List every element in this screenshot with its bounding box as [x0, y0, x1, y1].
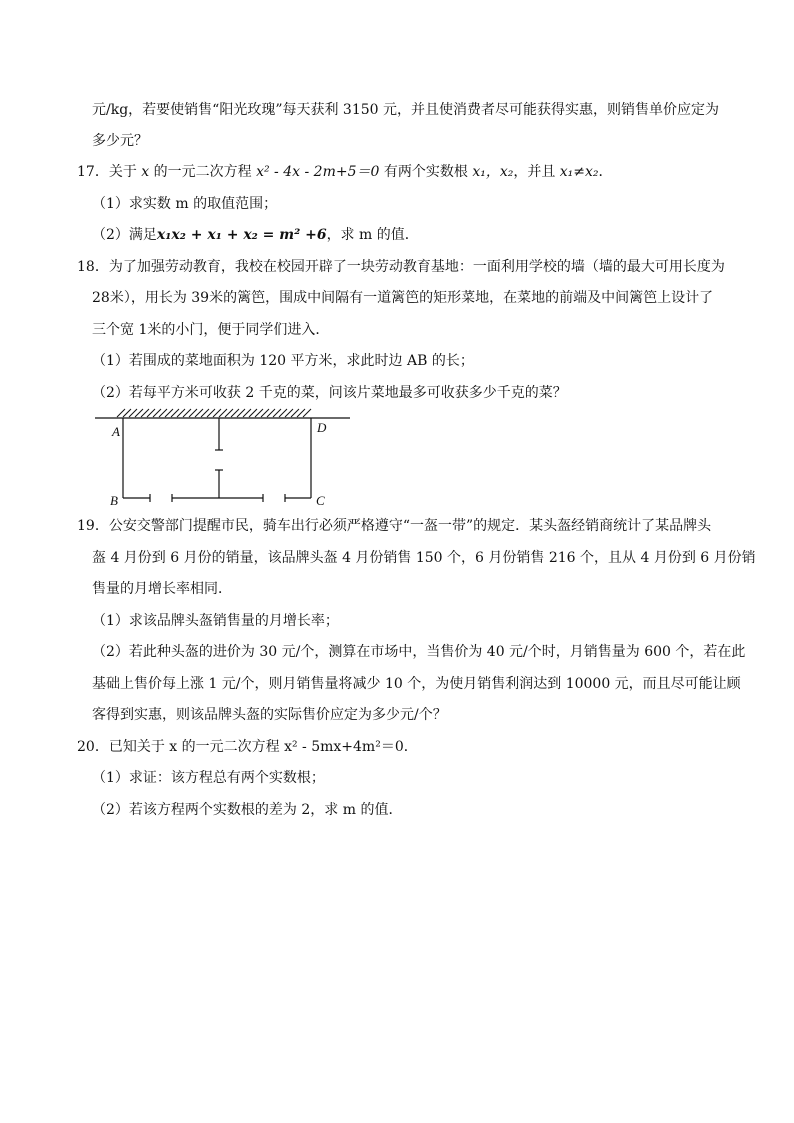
q17-part-2-b: ，求 m 的值． [326, 227, 419, 243]
q19-text-1: 公安交警部门提醒市民，骑车出行必须严格遵守“一盔一带”的规定．某头盔经销商统计了某品牌头 [108, 518, 712, 534]
q20-text: 已知关于 x 的一元二次方程 x² - 5mx+4m²＝0． [108, 739, 418, 755]
q17-stem-e: ． [598, 164, 613, 180]
q17-stem-a: 关于 [108, 164, 142, 180]
q17-stem-b: 的一元二次方程 [149, 164, 257, 180]
wall-hatching [117, 409, 311, 417]
q19-line-2: 盔 4 月份到 6 月份的销量，该品牌头盔 4 月份销售 150 个，6 月份销售 216 个，且从 4 月份到 6 月份销 [92, 550, 756, 566]
q17-var-x: x [141, 164, 150, 180]
q20-stem [77, 737, 418, 757]
q18-line-1 [77, 257, 725, 277]
q19-part-2-line-1: （2）若此种头盔的进价为 30 元/个，测算在市场中，当售价为 40 元/个时，月销售量为 600 个，若在此 [92, 644, 746, 660]
q17-stem-c: 有两个实数根 [379, 164, 473, 180]
q19-number: 19． [77, 518, 109, 534]
q16-line-1: 元/kg，若要使销售“阳光玫瑰”每天获利 3150 元，并且使消费者尽可能获得实惠，则销售单价应定为 [92, 102, 720, 118]
q18-part-1: （1）若围成的菜地面积为 120 平方米，求此时边 AB 的长； [92, 353, 474, 369]
q18-line-2: 28米），用长为 39米的篱笆，围成中间隔有一道篱笆的矩形菜地，在菜地的前端及中间篱笆上设计了 [92, 290, 714, 306]
q20-part-2: （2）若该方程两个实数根的差为 2，求 m 的值． [92, 802, 403, 818]
q19-line-1 [77, 516, 711, 536]
q19-part-1: （1）求该品牌头盔销售量的月增长率； [92, 613, 339, 629]
q19-part-2-line-3: 客得到实惠，则该品牌头盔的实际售价应定为多少元/个？ [92, 707, 447, 723]
q18-part-2: （2）若每平方米可收获 2 千克的菜，问该片菜地最多可收获多少千克的菜？ [92, 385, 567, 401]
garden-diagram [95, 406, 350, 508]
label-a: A [112, 424, 120, 439]
q18-number: 18． [77, 259, 109, 275]
q16-line-2: 多少元？ [92, 133, 148, 149]
q20-part-1: （1）求证：该方程总有两个实数根； [92, 770, 325, 786]
q17-equation: x² - 4x - 2m+5＝0 [256, 164, 380, 180]
label-b: B [110, 493, 118, 508]
q17-roots: x₁，x₂ [472, 164, 514, 180]
q18-text-1: 为了加强劳动教育，我校在校园开辟了一块劳动教育基地：一面利用学校的墙（墙的最大可用长度为 [108, 259, 725, 275]
q19-line-3: 售量的月增长率相同． [92, 581, 232, 597]
q20-number: 20． [77, 739, 109, 755]
label-c: C [316, 493, 325, 508]
q17-condition: x₁≠x₂ [559, 164, 599, 180]
q17-stem-d: ，并且 [513, 164, 560, 180]
label-d: D [317, 420, 327, 435]
q17-part-2-equation: x₁x₂ + x₁ + x₂ = m² +6 [156, 227, 327, 243]
q17-number: 17． [77, 164, 109, 180]
wall [95, 409, 350, 418]
q17-stem [77, 162, 613, 182]
q17-part-1: （1）求实数 m 的取值范围； [92, 196, 278, 212]
q19-part-2-line-2: 基础上售价每上涨 1 元/个，则月销售量将减少 10 个，为使月销售利润达到 10000 元，而且尽可能让顾 [92, 676, 741, 692]
q17-part-2 [92, 225, 419, 245]
q17-part-2-a: （2）满足 [92, 227, 157, 243]
fence [123, 418, 311, 502]
q18-line-3: 三个宽 1米的小门，便于同学们进入． [92, 322, 330, 338]
